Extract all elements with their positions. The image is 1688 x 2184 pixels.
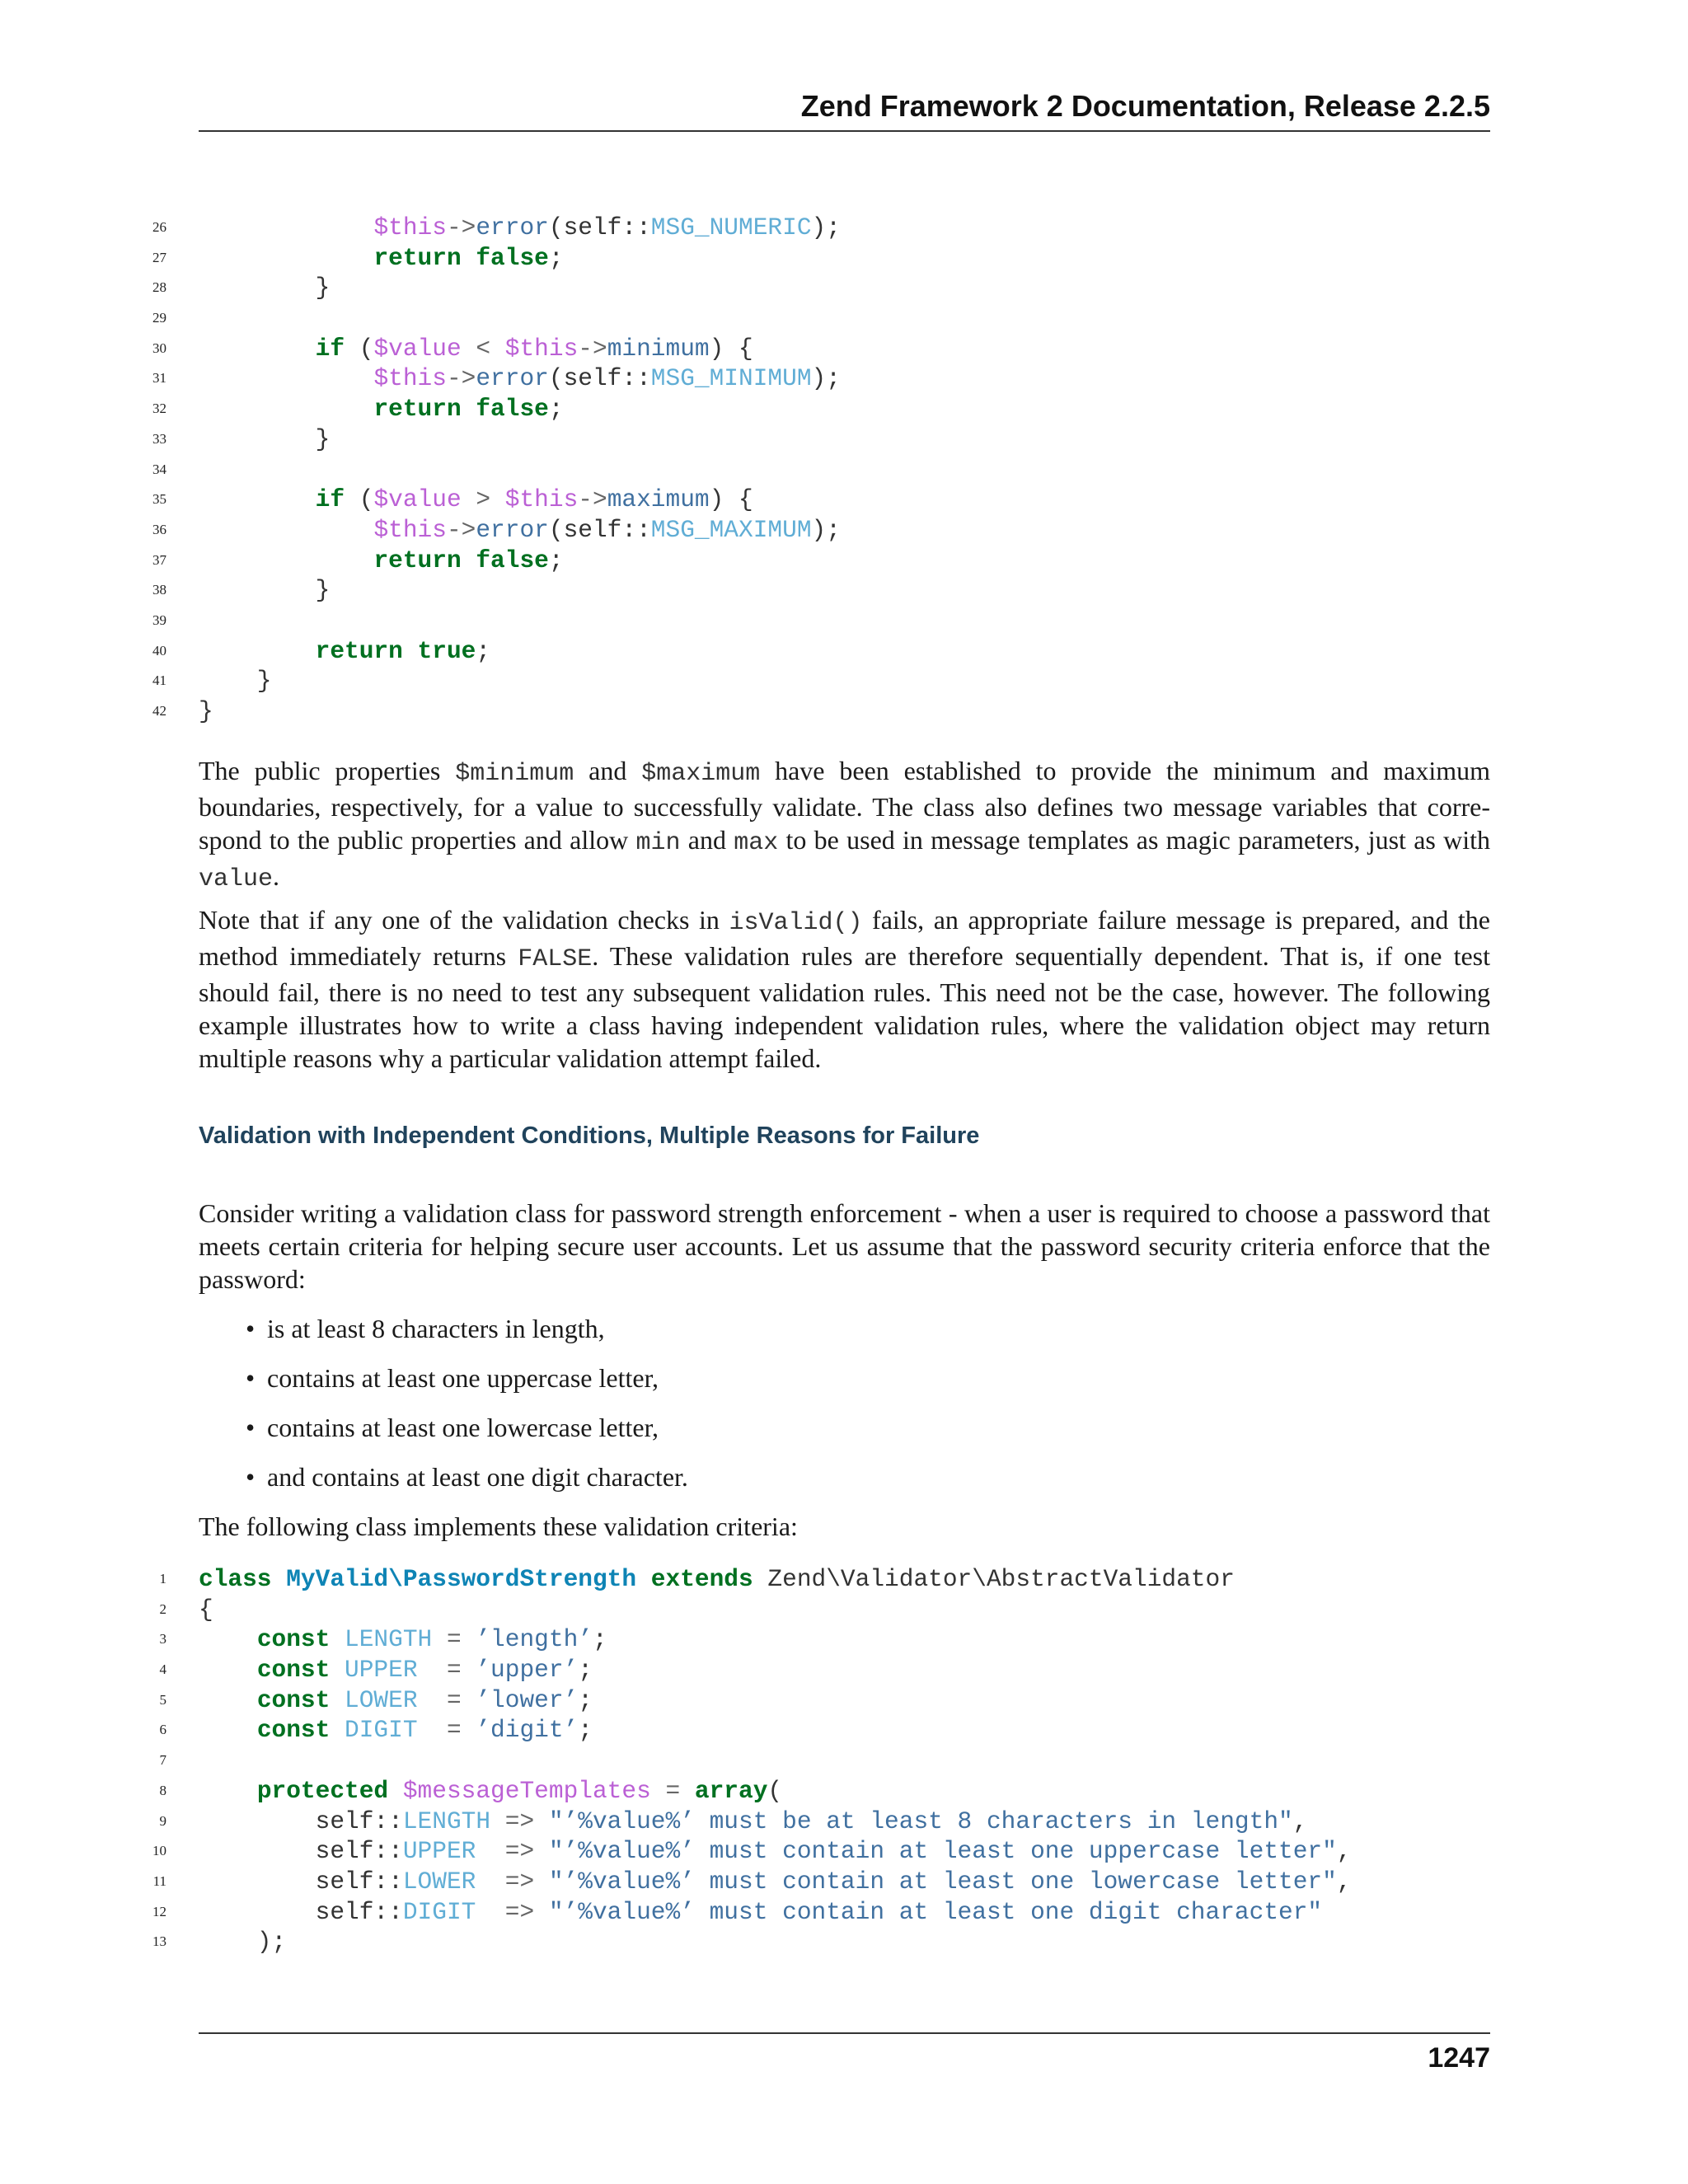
code-text — [199, 1897, 1322, 1928]
code-token: $messageTemplates — [402, 1776, 651, 1805]
code-token: "’%value%’ must contain at least one uppercase letter" — [548, 1837, 1337, 1866]
code-token: error — [476, 364, 549, 393]
bullet-icon: • — [246, 1314, 256, 1343]
code-token: > — [461, 485, 505, 514]
code-token: = — [417, 1656, 476, 1685]
code-token: ( — [345, 485, 374, 514]
paragraph-password-criteria: Consider writing a validation class for password strength enforcement - when a user is required to choose a password that meets certain criteria for helping secure user accounts. Let us assume that the password security criteria enforce that the password: — [199, 1198, 1490, 1294]
line-number: 1 — [159, 1571, 166, 1586]
code-token: return false — [373, 243, 549, 272]
code-text — [199, 1867, 1352, 1897]
code-token: const — [256, 1716, 331, 1745]
code-text — [199, 575, 330, 606]
code-text — [199, 1564, 1235, 1595]
line-number: 26 — [152, 219, 166, 235]
paragraph-class-intro: The following class implements these validation criteria: — [199, 1511, 798, 1541]
code-token: MSG_NUMERIC — [650, 213, 812, 241]
code-text — [199, 546, 564, 576]
code-text — [199, 394, 564, 424]
text-run: and — [680, 825, 734, 855]
code-token: ’lower’ — [476, 1685, 579, 1714]
code-token: ) { — [709, 334, 753, 363]
code-text — [199, 1715, 593, 1746]
code-token: -> — [578, 485, 607, 514]
code-token: ; — [476, 636, 491, 665]
line-number: 37 — [152, 551, 166, 568]
code-token: $this — [504, 485, 579, 514]
code-token — [199, 1656, 257, 1684]
text-run: Note that if any one of the validation checks in — [199, 905, 729, 935]
code-token: $value — [373, 485, 462, 514]
code-token: ( — [767, 1776, 783, 1805]
code-token: (self:: — [548, 515, 651, 544]
code-token: -> — [446, 515, 476, 544]
code-token: LENGTH — [345, 1625, 433, 1654]
code-token: DIGIT — [345, 1716, 418, 1745]
list-item: • and contains at least one digit character. — [246, 1462, 688, 1492]
code-token — [199, 1686, 257, 1714]
line-number: 9 — [159, 1812, 166, 1829]
code-token: ); — [199, 1928, 287, 1957]
code-token: "’%value%’ must contain at least one lowercase letter" — [548, 1867, 1337, 1896]
code-text — [199, 485, 753, 515]
code-token: UPPER — [345, 1656, 418, 1685]
line-number: 29 — [152, 310, 166, 326]
line-number: 8 — [159, 1782, 166, 1798]
code-token: ( — [345, 334, 374, 363]
code-text — [199, 1685, 593, 1716]
code-text — [199, 1807, 1307, 1837]
code-token: const — [256, 1685, 331, 1714]
code-token: ’upper’ — [476, 1656, 579, 1685]
code-token: ’length’ — [476, 1625, 593, 1654]
code-token: LENGTH — [402, 1807, 491, 1835]
code-token — [199, 364, 373, 392]
line-number: 33 — [152, 430, 166, 447]
code-token: } — [199, 576, 331, 605]
code-token: Zend\Validator\AbstractValidator — [753, 1565, 1235, 1593]
code-token: -> — [578, 334, 607, 363]
code-token: if — [315, 485, 345, 514]
code-token — [272, 1565, 287, 1593]
code-token: => — [476, 1837, 549, 1866]
inline-code: $minimum — [455, 760, 574, 788]
code-token: $value — [373, 334, 462, 363]
code-token — [199, 546, 373, 574]
code-text — [199, 666, 272, 696]
code-token: = — [417, 1716, 476, 1745]
list-item: • is at least 8 characters in length, — [246, 1314, 605, 1343]
code-token: extends — [650, 1565, 753, 1593]
code-token: class — [199, 1565, 272, 1593]
code-token — [199, 213, 373, 241]
code-text — [199, 334, 753, 364]
code-token — [199, 1777, 257, 1805]
code-token: MSG_MAXIMUM — [650, 515, 812, 544]
code-token: = — [432, 1625, 476, 1654]
code-token: => — [476, 1867, 549, 1896]
text-run: The public properties — [199, 756, 456, 785]
code-text — [199, 424, 330, 455]
code-token: const — [256, 1656, 331, 1685]
bullet-icon: • — [246, 1413, 256, 1442]
code-text — [199, 213, 841, 243]
code-token — [199, 335, 316, 363]
code-text — [199, 1595, 213, 1625]
paragraph-min-max — [199, 754, 1490, 896]
code-token: minimum — [607, 334, 710, 363]
code-token: ); — [811, 364, 841, 393]
code-token: ’digit’ — [476, 1716, 579, 1745]
line-number: 31 — [152, 370, 166, 387]
code-token: self:: — [199, 1897, 403, 1926]
code-token: } — [199, 424, 331, 453]
section-heading: Validation with Independent Conditions, Multiple Reasons for Failure — [199, 1122, 980, 1149]
line-number: 28 — [152, 279, 166, 296]
code-text — [199, 363, 841, 394]
code-token — [199, 485, 316, 513]
code-token — [199, 395, 373, 423]
text-run: have been established to provide the minimum and maximum boundaries, respectively, for a value to successfully validate. The class also defines two message variables that corre-spond to the public properties and allow — [199, 756, 1491, 855]
inline-code: $maximum — [641, 760, 761, 788]
code-token: -> — [446, 213, 476, 241]
code-token: "’%value%’ must contain at least one digit character" — [548, 1897, 1323, 1926]
code-token: < — [461, 334, 505, 363]
code-token: error — [476, 213, 549, 241]
code-token: $this — [504, 334, 579, 363]
running-header: Zend Framework 2 Documentation, Release 2.2.5 — [800, 89, 1490, 123]
code-token: ; — [592, 1625, 607, 1654]
text-run: . These validation rules are therefore sequentially dependent. That is, if one test should fail, there is no need to test any subsequent validation rules. This need not be the case, however. The following example illustrates how to write a class having independent validation rules, where the validation object may return multiple reasons why a particular validation attempt failed. — [199, 941, 1491, 1073]
code-token: } — [199, 667, 272, 696]
code-token: => — [476, 1897, 549, 1926]
code-token: } — [199, 697, 213, 725]
code-token: self:: — [199, 1867, 403, 1896]
inline-code: FALSE — [518, 945, 593, 973]
code-token: = — [417, 1685, 476, 1714]
code-token: UPPER — [402, 1837, 476, 1866]
line-number: 5 — [159, 1691, 166, 1708]
code-text — [199, 1624, 607, 1655]
code-token: array — [694, 1776, 768, 1805]
code-token: ; — [548, 243, 564, 272]
code-token: (self:: — [548, 364, 651, 393]
line-number: 38 — [152, 582, 166, 598]
paragraph-sequential — [199, 903, 1490, 1075]
code-token: $this — [373, 364, 447, 393]
inline-code: value — [199, 865, 274, 893]
code-text — [199, 515, 841, 546]
code-text — [199, 1655, 593, 1685]
code-token: "’%value%’ must be at least 8 characters in length" — [548, 1807, 1293, 1835]
code-text — [199, 273, 330, 303]
code-token: , — [1336, 1867, 1352, 1896]
line-number: 6 — [159, 1722, 166, 1738]
code-token: ; — [578, 1656, 593, 1685]
text-run: . — [273, 861, 280, 891]
line-number: 2 — [159, 1601, 166, 1617]
code-token — [199, 1716, 257, 1744]
code-token — [388, 1777, 403, 1805]
line-number: 12 — [152, 1903, 166, 1919]
code-token — [199, 244, 373, 272]
code-text — [199, 1927, 286, 1957]
code-text — [199, 696, 213, 727]
list-item: • contains at least one lowercase letter, — [246, 1413, 659, 1442]
line-number: 4 — [159, 1661, 166, 1678]
code-token — [330, 1716, 345, 1744]
code-token — [330, 1656, 345, 1684]
code-token: self:: — [199, 1837, 403, 1866]
text-run: to be used in message templates as magic parameters, just as with — [778, 825, 1491, 855]
code-token: (self:: — [548, 213, 651, 241]
line-number: 7 — [159, 1752, 166, 1769]
inline-code: min — [635, 829, 681, 857]
code-token: -> — [446, 364, 476, 393]
line-number: 32 — [152, 401, 166, 417]
code-token: return true — [315, 636, 476, 665]
text-run: and — [574, 756, 642, 785]
code-token: ; — [548, 395, 564, 424]
bullet-icon: • — [246, 1363, 256, 1393]
code-token: , — [1336, 1837, 1352, 1866]
code-token — [199, 1625, 257, 1653]
code-token: const — [256, 1625, 331, 1654]
header-rule — [199, 130, 1490, 132]
code-token: MyValid\PasswordStrength — [286, 1565, 637, 1593]
footer-rule — [199, 2032, 1490, 2034]
code-token: => — [490, 1807, 549, 1835]
line-number: 11 — [152, 1872, 166, 1889]
criteria-list — [246, 1312, 688, 1510]
code-token: $this — [373, 213, 447, 241]
code-token: = — [650, 1776, 695, 1805]
code-token — [199, 637, 316, 665]
code-token: LOWER — [345, 1685, 418, 1714]
line-number: 30 — [152, 340, 166, 356]
code-token: maximum — [607, 485, 710, 514]
code-token: ; — [578, 1685, 593, 1714]
code-token: ; — [548, 546, 564, 574]
line-number: 36 — [152, 521, 166, 537]
line-number: 35 — [152, 491, 166, 508]
line-number: 42 — [152, 703, 166, 719]
code-text — [199, 243, 564, 274]
line-number: 40 — [152, 642, 166, 658]
code-token: DIGIT — [402, 1897, 476, 1926]
text-run: fails, an appropriate failure message is prepared, and the method immediately returns — [199, 905, 1490, 971]
code-token: } — [199, 274, 331, 302]
code-text — [199, 636, 490, 667]
code-token: return false — [373, 546, 549, 574]
code-token: { — [199, 1595, 213, 1624]
line-number: 27 — [152, 249, 166, 265]
code-token: if — [315, 334, 345, 363]
code-token: MSG_MINIMUM — [650, 364, 812, 393]
code-token: ; — [578, 1716, 593, 1745]
code-token: , — [1292, 1807, 1308, 1835]
inline-code: max — [734, 829, 779, 857]
code-token — [330, 1686, 345, 1714]
code-token — [199, 516, 373, 544]
code-token — [330, 1625, 345, 1653]
code-token: $this — [373, 515, 447, 544]
code-text — [199, 1776, 782, 1807]
code-token: ); — [811, 515, 841, 544]
code-token: return false — [373, 395, 549, 424]
page-number: 1247 — [1428, 2042, 1490, 2074]
code-token: LOWER — [402, 1867, 476, 1896]
line-number: 39 — [152, 612, 166, 628]
code-token: ) { — [709, 485, 753, 514]
code-token: self:: — [199, 1807, 403, 1835]
inline-code: isValid() — [729, 909, 863, 937]
line-number: 34 — [152, 461, 166, 477]
line-number: 10 — [152, 1843, 166, 1859]
code-text — [199, 1836, 1352, 1867]
code-token: protected — [256, 1776, 389, 1805]
code-token: error — [476, 515, 549, 544]
code-token — [636, 1565, 651, 1593]
line-number: 13 — [152, 1933, 166, 1950]
list-item: • contains at least one uppercase letter, — [246, 1363, 659, 1393]
code-token: ); — [811, 213, 841, 241]
line-number: 3 — [159, 1631, 166, 1647]
bullet-icon: • — [246, 1462, 256, 1492]
line-number: 41 — [152, 673, 166, 689]
